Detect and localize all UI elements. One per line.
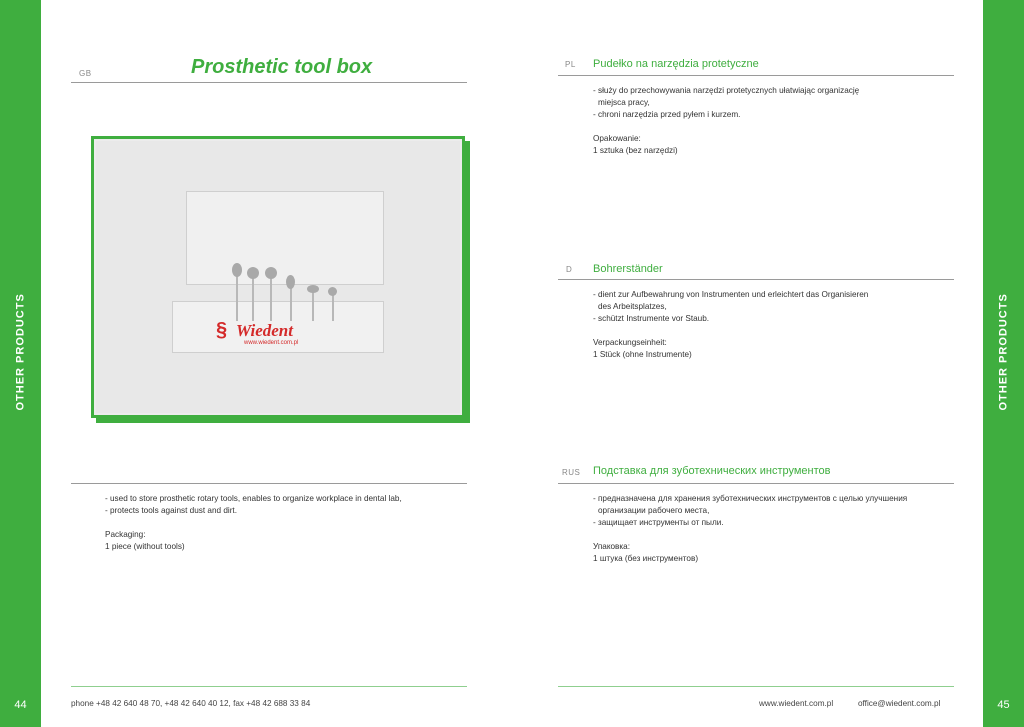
lang-code-rus: RUS (562, 468, 581, 477)
gb-line-2: - protects tools against dust and dirt. (105, 506, 237, 515)
footer-contact: phone +48 42 640 48 70, +48 42 640 40 12, fax +48 42 688 33 84 (71, 699, 311, 708)
tool-head-1 (232, 263, 242, 277)
pl-line-1: - służy do przechowywania narzędzi protetycznych ułatwiając organizację (593, 86, 860, 95)
d-line-1: - dient zur Aufbewahrung von Instrumenten und erleichtert das Organisieren (593, 290, 869, 299)
pl-line-2: miejsca pracy, (598, 98, 650, 107)
d-packaging-label: Verpackungseinheit: (593, 338, 667, 347)
right-side-bar (983, 0, 1024, 727)
pl-description (593, 85, 953, 157)
footer-rule-left (71, 686, 467, 687)
rus-description (593, 493, 953, 565)
page-title: Prosthetic tool box (191, 56, 373, 78)
lang-code-gb: GB (79, 69, 92, 78)
d-packaging-value: 1 Stück (ohne Instrumente) (593, 350, 692, 359)
gb-line-1: - used to store prosthetic rotary tools, enables to organize workplace in dental lab, (105, 494, 402, 503)
divider-gb-top (71, 82, 467, 83)
box-lid (186, 191, 384, 285)
tool-head-3 (265, 267, 277, 279)
rus-line-2: организации рабочего места, (598, 506, 710, 515)
footer-website[interactable]: www.wiedent.com.pl (759, 699, 834, 708)
tool-head-4 (286, 275, 295, 289)
tool-head-2 (247, 267, 259, 279)
pl-packaging-value: 1 sztuka (bez narzędzi) (593, 146, 678, 155)
rus-line-1: - предназначена для хранения зуботехнических инструментов с целью улучшения (593, 494, 908, 503)
divider-gb-body (71, 483, 467, 484)
lang-code-pl: PL (565, 60, 576, 69)
rus-title: Подставка для зуботехнических инструментов (593, 465, 831, 477)
d-line-3: - schützt Instrumente vor Staub. (593, 314, 710, 323)
page-number-left: 44 (14, 699, 27, 711)
rus-packaging-label: Упаковка: (593, 542, 630, 551)
d-title: Bohrerständer (593, 263, 663, 275)
pl-line-3: - chroni narzędzia przed pyłem i kurzem. (593, 110, 741, 119)
left-side-bar (0, 0, 41, 727)
lang-code-d: D (566, 265, 573, 274)
footer-rule-right (558, 686, 954, 687)
side-label-right: OTHER PRODUCTS (997, 293, 1010, 411)
logo-text: Wiedent (236, 321, 293, 340)
divider-rus (558, 483, 954, 484)
side-label-left: OTHER PRODUCTS (14, 293, 27, 411)
logo-mark: § (216, 319, 228, 341)
rus-line-3: - защищает инструменты от пыли. (593, 518, 724, 527)
gb-description (105, 493, 465, 553)
tool-head-6 (328, 287, 337, 296)
d-line-2: des Arbeitsplatzes, (598, 302, 667, 311)
divider-d (558, 279, 954, 280)
tool-head-5 (307, 285, 319, 293)
footer-email[interactable]: office@wiedent.com.pl (858, 699, 941, 708)
d-description (593, 289, 953, 361)
pl-packaging-label: Opakowanie: (593, 134, 641, 143)
logo-url: www.wiedent.com.pl (244, 340, 299, 346)
rus-packaging-value: 1 штука (без инструментов) (593, 554, 699, 563)
tool-5 (312, 289, 314, 321)
page-number-right: 45 (997, 699, 1010, 711)
product-photo (91, 136, 465, 418)
gb-packaging-label: Packaging: (105, 530, 146, 539)
pl-title: Pudełko na narzędzia protetyczne (593, 58, 759, 70)
gb-packaging-value: 1 piece (without tools) (105, 542, 185, 551)
divider-pl (558, 75, 954, 76)
